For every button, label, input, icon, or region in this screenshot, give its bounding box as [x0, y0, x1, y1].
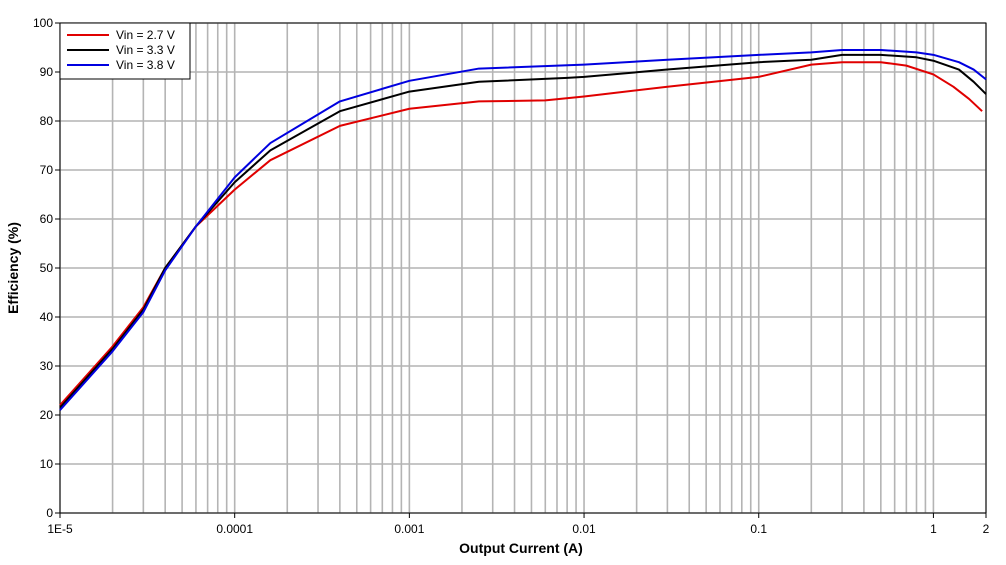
x-tick-label: 0.01: [572, 522, 596, 536]
y-tick-label: 0: [46, 506, 53, 520]
y-tick-label: 60: [39, 212, 53, 226]
y-tick-label: 40: [39, 310, 53, 324]
legend-label-3: Vin = 3.8 V: [116, 58, 175, 72]
y-tick-label: 10: [39, 457, 53, 471]
x-tick-label: 2: [982, 522, 990, 536]
y-tick-label: 50: [39, 261, 53, 275]
legend-label-2: Vin = 3.3 V: [116, 43, 175, 57]
legend: [60, 23, 190, 79]
x-axis-title: Output Current (A): [459, 540, 583, 556]
legend-label-1: Vin = 2.7 V: [116, 28, 175, 42]
y-tick-label: 70: [39, 163, 53, 177]
y-tick-label: 100: [32, 16, 53, 30]
y-tick-label: 30: [39, 359, 53, 373]
x-tick-label: 1: [930, 522, 937, 536]
y-axis-title: Efficiency (%): [5, 222, 21, 314]
x-tick-label: 0.1: [750, 522, 768, 536]
y-tick-label: 20: [39, 408, 53, 422]
x-tick-label: 0.001: [394, 522, 425, 536]
y-tick-label: 90: [39, 65, 53, 79]
x-tick-label: 1E-5: [47, 522, 73, 536]
x-tick-label: 0.0001: [216, 522, 254, 536]
y-tick-label: 80: [39, 114, 53, 128]
